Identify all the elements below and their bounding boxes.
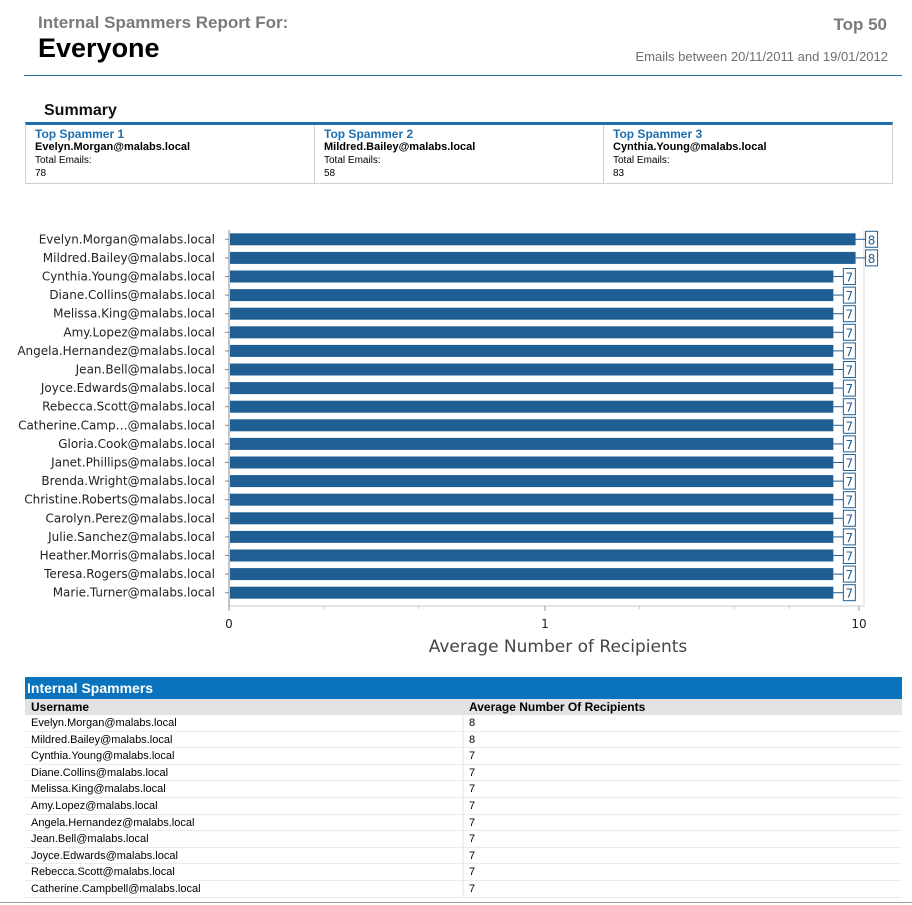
cell-average: 7	[469, 816, 476, 829]
cell-average: 7	[469, 766, 476, 779]
cell-average: 7	[469, 750, 476, 763]
cell-username: Jean.Bell@malabs.local	[25, 831, 464, 847]
summary-label: Top Spammer 2	[324, 127, 414, 141]
y-tick-label: Catherine.Camp…@malabs.local	[18, 418, 215, 433]
y-tick-label: Amy.Lopez@malabs.local	[63, 325, 215, 340]
bar	[230, 233, 856, 245]
x-axis-label: Average Number of Recipients	[428, 637, 688, 657]
y-tick-label: Teresa.Rogers@malabs.local	[44, 567, 215, 582]
cell-average: 7	[469, 882, 476, 895]
data-label: 7	[845, 475, 854, 490]
table-title: Internal Spammers	[25, 677, 902, 699]
header-divider	[24, 75, 902, 76]
y-tick-label: Rebecca.Scott@malabs.local	[42, 399, 215, 414]
y-tick-label: Heather.Morris@malabs.local	[39, 548, 215, 563]
bar	[230, 252, 856, 264]
y-tick-label: Julie.Sanchez@malabs.local	[48, 529, 215, 544]
x-tick-label: 10	[851, 617, 867, 631]
bar	[230, 568, 833, 580]
data-label: 7	[845, 270, 854, 285]
data-label: 7	[845, 307, 854, 322]
table-header-row	[25, 699, 902, 715]
summary-total: 83	[613, 168, 625, 179]
report-title: Everyone	[38, 33, 160, 63]
report-pre-title: Internal Spammers Report For:	[38, 13, 289, 32]
y-tick-label: Carolyn.Perez@malabs.local	[45, 511, 215, 526]
y-tick-label: Christine.Roberts@malabs.local	[24, 492, 215, 507]
summary-total: 78	[35, 168, 47, 179]
table-row	[25, 848, 902, 865]
table-row	[25, 881, 902, 898]
column-header-username: Username	[31, 700, 90, 714]
data-label: 7	[845, 437, 854, 452]
summary-box	[25, 122, 893, 184]
summary-email: Mildred.Bailey@malabs.local	[324, 141, 476, 153]
x-tick-label: 1	[541, 617, 549, 631]
summary-label: Top Spammer 3	[613, 127, 703, 141]
bar	[230, 531, 833, 543]
summary-cell-2	[315, 125, 604, 183]
bar	[230, 512, 833, 524]
bar	[230, 271, 833, 283]
table-body	[25, 715, 902, 898]
cell-username: Amy.Lopez@malabs.local	[25, 798, 464, 814]
data-label: 7	[845, 549, 854, 564]
cell-username: Mildred.Bailey@malabs.local	[25, 732, 464, 748]
y-tick-label: Melissa.King@malabs.local	[53, 306, 215, 321]
date-range: Emails between 20/11/2011 and 19/01/2012	[635, 49, 888, 64]
cell-username: Angela.Hernandez@malabs.local	[25, 815, 464, 831]
table-row	[25, 831, 902, 848]
summary-cell-3	[604, 125, 892, 183]
summary-total: 58	[324, 168, 336, 179]
table-row	[25, 864, 902, 881]
top-count-label: Top 50	[833, 15, 887, 34]
cell-username: Joyce.Edwards@malabs.local	[25, 848, 464, 864]
summary-total-label: Total Emails:	[613, 155, 670, 166]
cell-username: Catherine.Campbell@malabs.local	[25, 881, 464, 897]
data-label: 7	[845, 382, 854, 397]
table-row	[25, 765, 902, 782]
data-label: 8	[867, 233, 876, 248]
cell-average: 7	[469, 849, 476, 862]
bar	[230, 308, 833, 320]
bar	[230, 438, 833, 450]
summary-total-label: Total Emails:	[35, 155, 92, 166]
data-label: 7	[845, 363, 854, 378]
y-tick-label: Brenda.Wright@malabs.local	[41, 474, 215, 489]
cell-username: Rebecca.Scott@malabs.local	[25, 864, 464, 880]
bar	[230, 587, 833, 599]
bar	[230, 475, 833, 487]
summary-total-label: Total Emails:	[324, 155, 381, 166]
data-label: 7	[845, 456, 854, 471]
bar	[230, 364, 833, 376]
y-tick-label: Jean.Bell@malabs.local	[75, 362, 215, 377]
summary-cell-1	[26, 125, 315, 183]
table-row	[25, 815, 902, 832]
bar	[230, 289, 833, 301]
cell-average: 7	[469, 799, 476, 812]
y-tick-label: Gloria.Cook@malabs.local	[58, 436, 215, 451]
cell-average: 7	[469, 866, 476, 879]
cell-average: 7	[469, 833, 476, 846]
data-label: 7	[845, 326, 854, 341]
y-tick-label: Cynthia.Young@malabs.local	[41, 269, 215, 284]
table-row	[25, 748, 902, 765]
summary-label: Top Spammer 1	[35, 127, 125, 141]
y-tick-label: Diane.Collins@malabs.local	[49, 288, 215, 303]
summary-email: Cynthia.Young@malabs.local	[613, 141, 767, 153]
summary-email: Evelyn.Morgan@malabs.local	[35, 141, 190, 153]
y-tick-label: Janet.Phillips@malabs.local	[51, 455, 215, 470]
bar	[230, 550, 833, 562]
cell-username: Evelyn.Morgan@malabs.local	[25, 715, 464, 731]
y-tick-label: Marie.Turner@malabs.local	[52, 585, 215, 600]
data-label: 7	[845, 344, 854, 359]
table-row	[25, 715, 902, 732]
x-tick-label: 0	[225, 617, 233, 631]
y-tick-label: Joyce.Edwards@malabs.local	[40, 381, 215, 396]
cell-average: 8	[469, 733, 476, 746]
data-label: 8	[867, 251, 876, 266]
y-tick-label: Evelyn.Morgan@malabs.local	[38, 232, 215, 247]
bar	[230, 457, 833, 469]
cell-username: Melissa.King@malabs.local	[25, 781, 464, 797]
data-label: 7	[845, 530, 854, 545]
data-label: 7	[845, 419, 854, 434]
bar	[230, 494, 833, 506]
cell-average: 7	[469, 783, 476, 796]
summary-heading: Summary	[44, 102, 117, 119]
recipients-bar-chart	[0, 220, 912, 665]
page-bottom-rule	[0, 902, 912, 903]
y-tick-label: Mildred.Bailey@malabs.local	[42, 250, 215, 265]
internal-spammers-table	[25, 677, 902, 898]
column-header-average: Average Number Of Recipients	[469, 700, 646, 714]
bar	[230, 419, 833, 431]
cell-average: 8	[469, 717, 476, 729]
bar	[230, 382, 833, 394]
data-label: 7	[845, 400, 854, 415]
data-label: 7	[845, 568, 854, 583]
table-row	[25, 781, 902, 798]
table-row	[25, 732, 902, 749]
data-label: 7	[845, 512, 854, 527]
cell-username: Diane.Collins@malabs.local	[25, 765, 464, 781]
y-tick-label: Angela.Hernandez@malabs.local	[17, 343, 215, 358]
data-label: 7	[845, 586, 854, 601]
bar	[230, 326, 833, 338]
bar	[230, 345, 833, 357]
data-label: 7	[845, 289, 854, 304]
table-row	[25, 798, 902, 815]
cell-username: Cynthia.Young@malabs.local	[25, 748, 464, 764]
bar	[230, 401, 833, 413]
data-label: 7	[845, 493, 854, 508]
